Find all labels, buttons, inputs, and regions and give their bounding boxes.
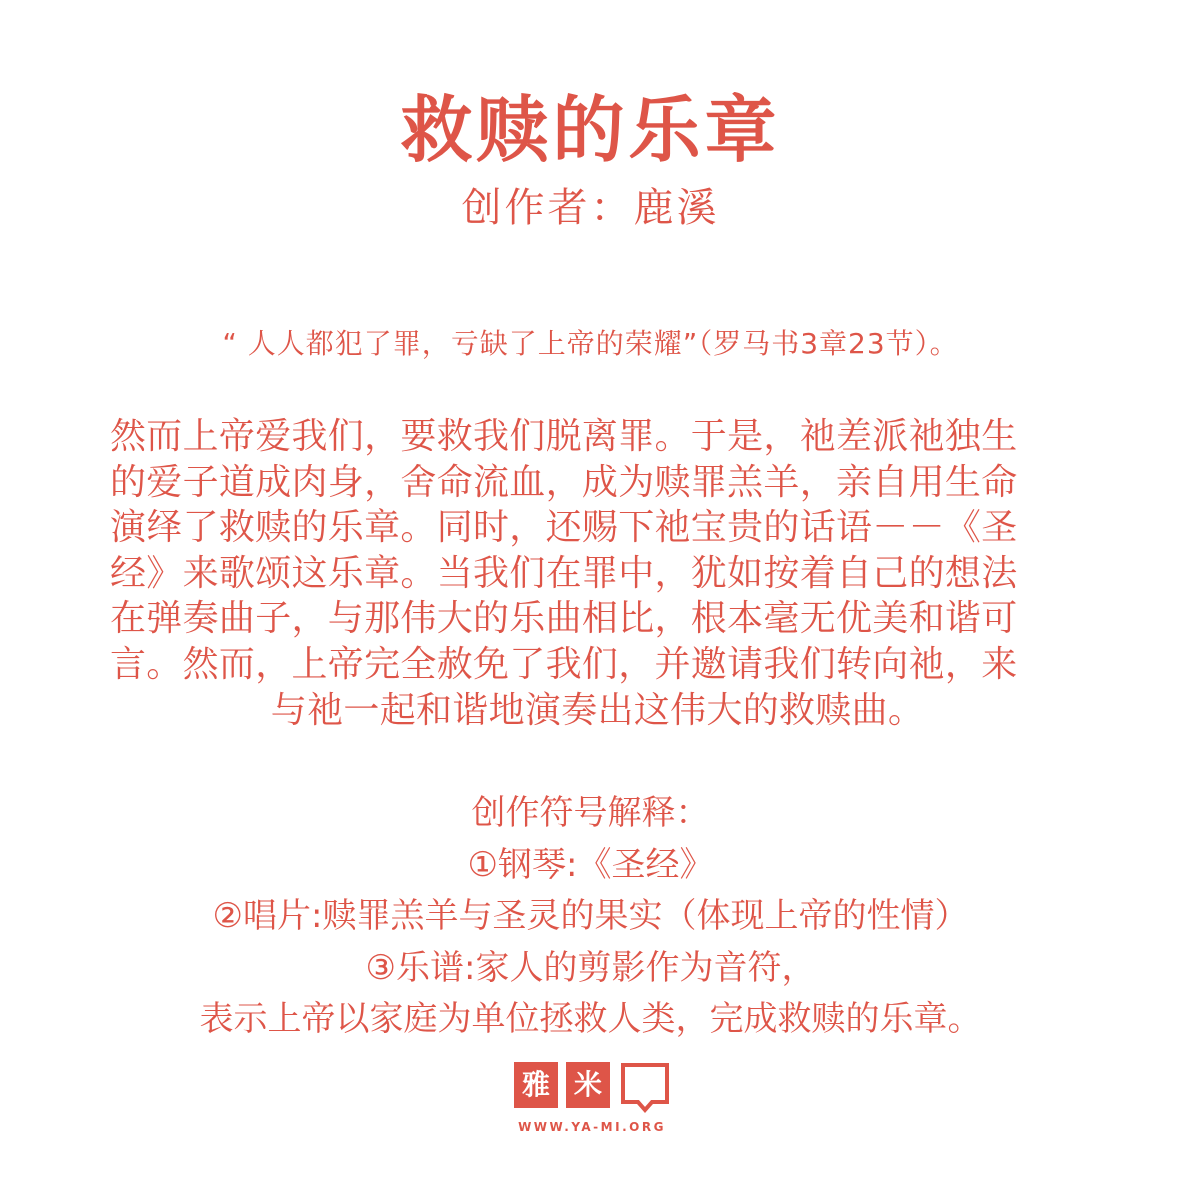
- notes-item: ②唱片:赎罪羔羊与圣灵的果实（体现上帝的性情）: [212, 896, 969, 936]
- logo-char-mi: 米: [566, 1062, 610, 1108]
- body-line: 然而上帝爱我们，要救我们脱离罪。于是，祂差派祂独生: [110, 416, 1018, 457]
- bible-quote: “ 人人都犯了罪，亏缺了上帝的荣耀”（罗马书3章23节）。: [222, 327, 959, 360]
- body-line: 经》来歌颂这乐章。当我们在罪中，犹如按着自己的想法: [110, 552, 1018, 594]
- yami-logo: [514, 1062, 670, 1142]
- notes-item: ③乐谱:家人的剪影作为音符，: [365, 947, 816, 988]
- body-line: 与祂一起和谐地演奏出这伟大的救赎曲。: [270, 689, 925, 731]
- symbol-notes: [0, 788, 1181, 1046]
- body-paragraph: [110, 414, 1085, 733]
- notes-item: 表示上帝以家庭为单位拯救人类，完成救赎的乐章。: [199, 999, 982, 1039]
- body-line: 在弹奏曲子，与那伟大的乐曲相比，根本毫无优美和谐可: [110, 598, 1018, 640]
- author-line: 创作者：鹿溪: [461, 185, 720, 231]
- body-line: 演绎了救赎的乐章。同时，还赐下祂宝贵的话语－－《圣: [110, 507, 1018, 549]
- speech-bubble-icon: [620, 1062, 670, 1114]
- page-title: 救赎的乐章: [400, 88, 781, 172]
- body-line: 言。然而，上帝完全赦免了我们，并邀请我们转向祂，来: [110, 643, 1018, 685]
- logo-char-ya: 雅: [514, 1062, 558, 1108]
- logo-url: WWW.YA-MI.ORG: [518, 1120, 666, 1134]
- notes-item: ①钢琴:《圣经》: [467, 844, 714, 885]
- notes-heading: 创作符号解释：: [471, 793, 710, 833]
- body-line: 的爱子道成肉身，舍命流血，成为赎罪羔羊，亲自用生命: [110, 461, 1018, 503]
